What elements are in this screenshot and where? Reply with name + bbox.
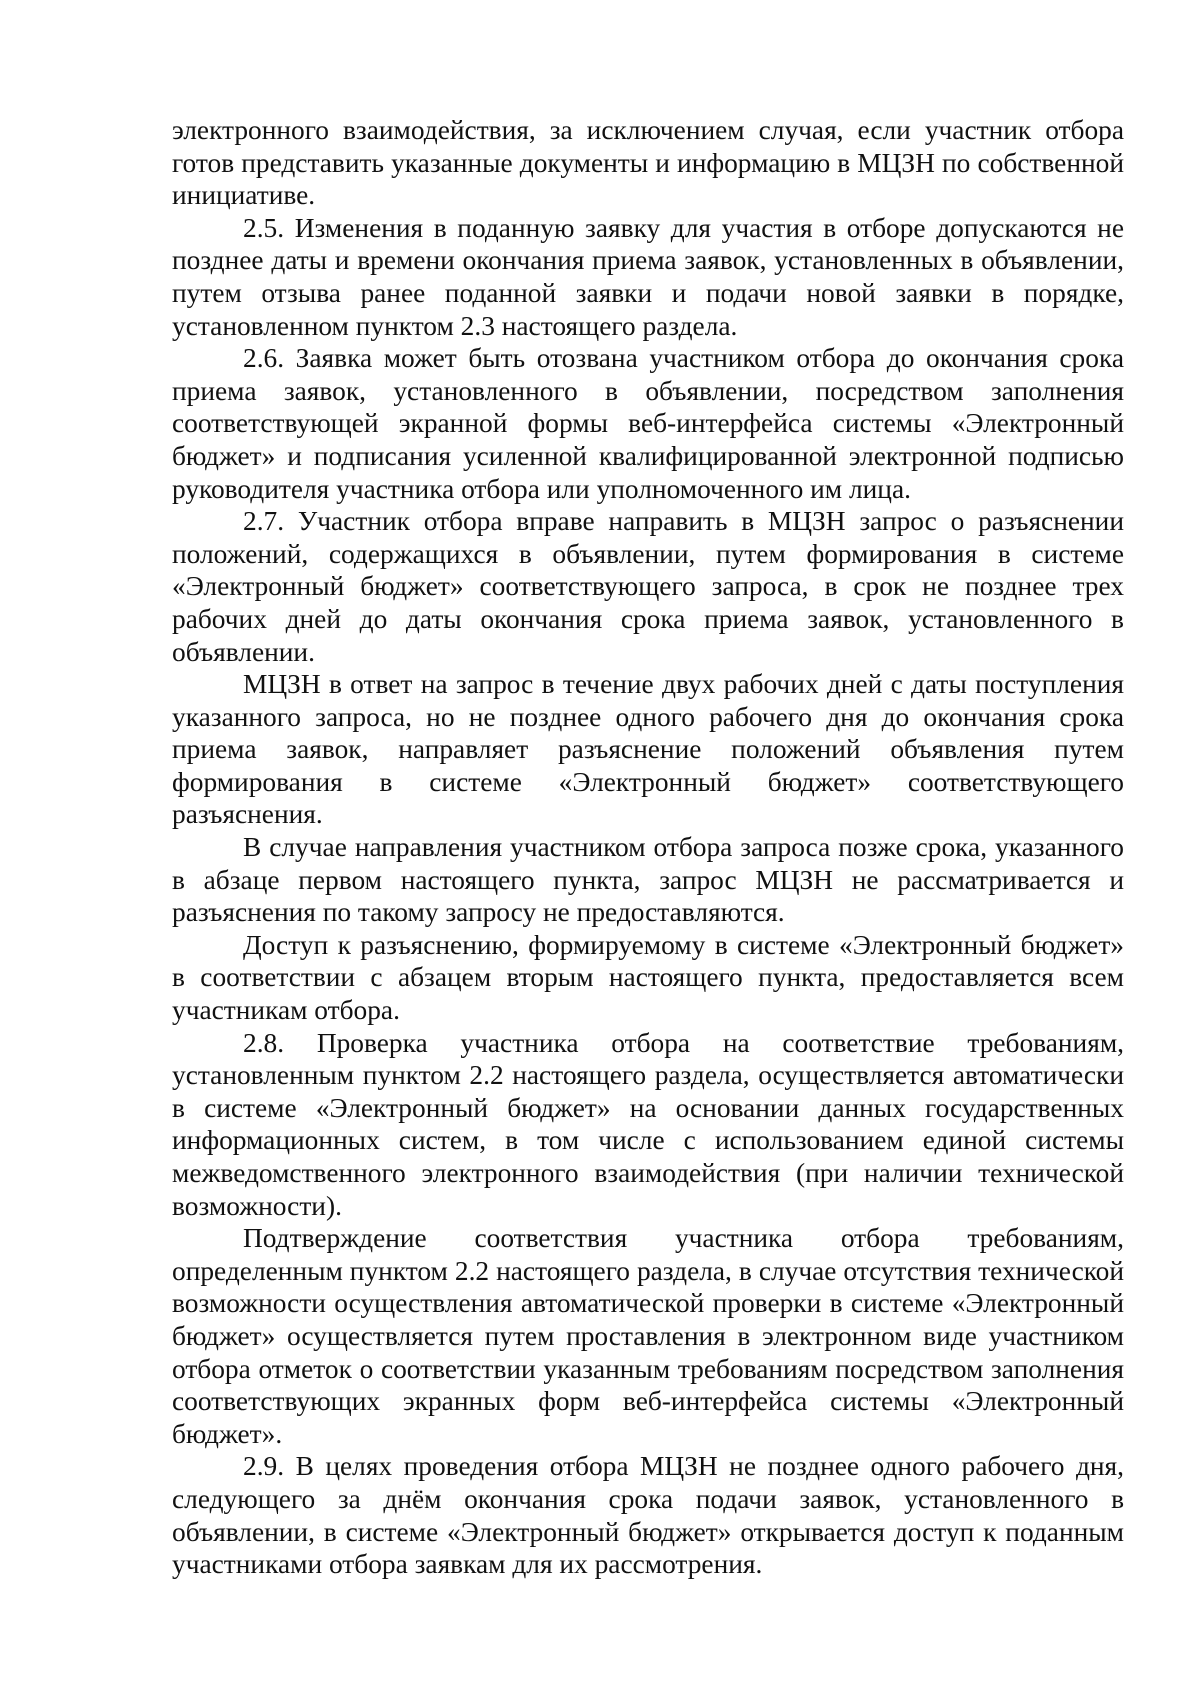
paragraph-2-5: 2.5. Изменения в поданную заявку для участия в отборе допускаются не позднее даты и времени окончания приема заявок, установленных в объявлении, путем отзыва ранее поданной заявки и подачи новой заявки в порядке, установленном пунктом 2.3 настоящего раздела. bbox=[172, 212, 1124, 341]
paragraph-2-8: 2.8. Проверка участника отбора на соответствие требованиям, установленным пунктом 2.2 настоящего раздела, осуществляется автоматически в системе «Электронный бюджет» на основании данных государственных информационных систем, в том числе с использованием единой системы межведомственного электронного взаимодействия (при наличии технической возможности). bbox=[172, 1027, 1124, 1221]
paragraph-2-9: 2.9. В целях проведения отбора МЦЗН не позднее одного рабочего дня, следующего за днём окончания срока подачи заявок, установленного в объявлении, в системе «Электронный бюджет» открывается доступ к поданным участниками отбора заявкам для их рассмотрения. bbox=[172, 1451, 1124, 1580]
paragraph-2-7-late-request: В случае направления участником отбора запроса позже срока, указанного в абзаце первом настоящего пункта, запрос МЦЗН не рассматривается и разъяснения по такому запросу не предоставляются. bbox=[172, 832, 1124, 928]
document-page bbox=[172, 114, 1124, 1581]
paragraph-2-7: 2.7. Участник отбора вправе направить в МЦЗН запрос о разъяснении положений, содержащихся в объявлении, путем формирования в системе «Электронный бюджет» соответствующего запроса, в срок не позднее трех рабочих дней до даты окончания срока приема заявок, установленного в объявлении. bbox=[172, 506, 1124, 667]
paragraph-2-7-access: Доступ к разъяснению, формируемому в системе «Электронный бюджет» в соответствии с абзацем вторым настоящего пункта, предоставляется всем участникам отбора. bbox=[172, 929, 1124, 1026]
paragraph-2-6: 2.6. Заявка может быть отозвана участником отбора до окончания срока приема заявок, установленного в объявлении, посредством заполнения соответствующей экранной формы веб-интерфейса системы «Электронный бюджет» и подписания усиленной квалифицированной электронной подписью руководителя участника отбора или уполномоченного им лица. bbox=[172, 343, 1124, 504]
paragraph-2-7-response: МЦЗН в ответ на запрос в течение двух рабочих дней с даты поступления указанного запроса, но не позднее одного рабочего дня до окончания срока приема заявок, направляет разъяснение положений объявления путем формирования в системе «Электронный бюджет» соответствующего разъяснения. bbox=[172, 669, 1124, 830]
paragraph-2-8-confirmation: Подтверждение соответствия участника отбора требованиям, определенным пунктом 2.2 настоящего раздела, в случае отсутствия технической возможности осуществления автоматической проверки в системе «Электронный бюджет» осуществляется путем проставления в электронном виде участником отбора отметок о соответствии указанным требованиям посредством заполнения соответствующих экранных форм веб-интерфейса системы «Электронный бюджет». bbox=[172, 1223, 1124, 1449]
paragraph-continuation: электронного взаимодействия, за исключением случая, если участник отбора готов представить указанные документы и информацию в МЦЗН по собственной инициативе. bbox=[172, 115, 1124, 211]
